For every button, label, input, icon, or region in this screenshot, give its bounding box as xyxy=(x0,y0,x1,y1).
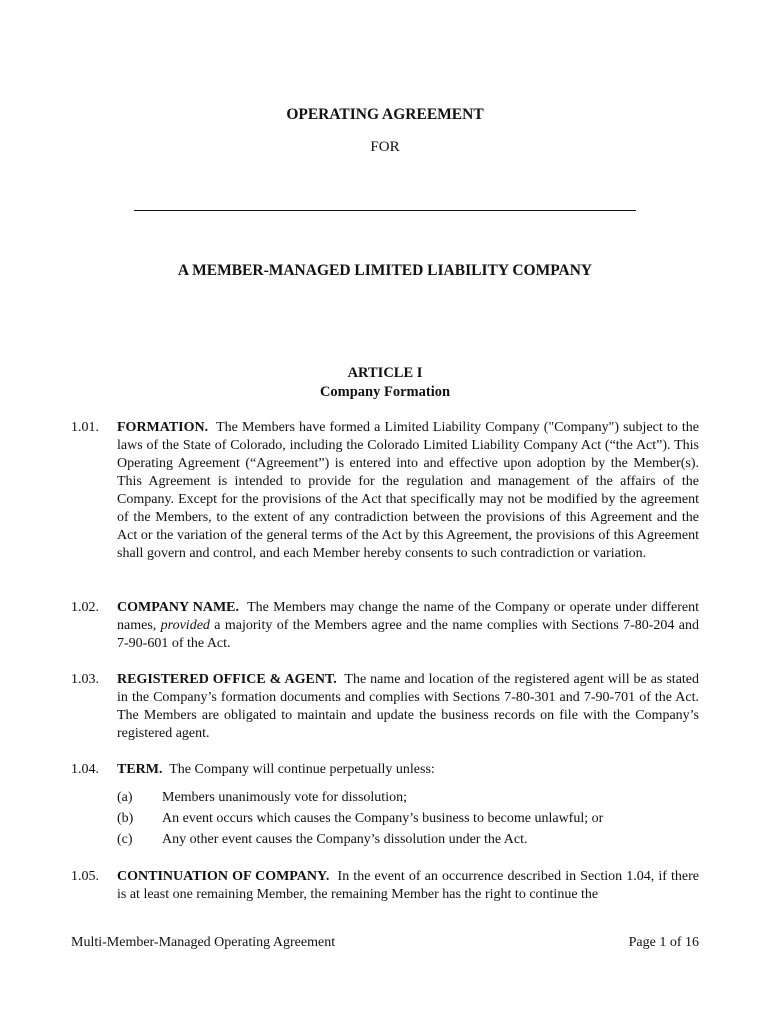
section-emphasis: provided xyxy=(160,618,210,633)
section-body xyxy=(117,599,699,653)
section-heading: CONTINUATION OF COMPANY. xyxy=(117,869,330,884)
list-item-label: (b) xyxy=(117,811,134,826)
list-item xyxy=(117,789,677,810)
section-body xyxy=(117,761,699,779)
section-heading: TERM. xyxy=(117,762,163,777)
section-body xyxy=(117,419,699,563)
section-number: 1.05. xyxy=(71,869,99,884)
article-number: ARTICLE I xyxy=(347,365,423,381)
section-text: The Members have formed a Limited Liability Company ("Company") subject to the laws of the State of Colorado, including the Colorado Limited Liability Company Act (“the Act”). This Operating Agreement (“Agreement”) is entered into and effective upon adoption by the Member(s). This Agreement is intended to provide for the regulation and management of the affairs of the Company. Except for the provisions of the Act that specifically may not be modified by the agreement of the Members, to the extent of any contradiction between the provisions of this Agreement and the Act or the variation of the general terms of the Act by this Agreement, the provisions of this Agreement shall govern and control, and each Member hereby consents to such contradiction or variation. xyxy=(117,420,699,561)
section-1-04 xyxy=(71,761,699,779)
term-conditions-list xyxy=(117,789,677,852)
section-body xyxy=(117,868,699,904)
section-text: The Company will continue perpetually unless: xyxy=(169,762,435,777)
list-item-text: An event occurs which causes the Company’s business to become unlawful; or xyxy=(162,811,604,826)
section-heading: FORMATION. xyxy=(117,420,209,435)
footer-page-number: Page 1 of 16 xyxy=(628,935,699,950)
document-for-label: FOR xyxy=(370,139,400,155)
section-heading: REGISTERED OFFICE & AGENT. xyxy=(117,672,337,687)
list-item-text: Members unanimously vote for dissolution; xyxy=(162,790,407,805)
section-number: 1.02. xyxy=(71,600,99,615)
list-item-label: (a) xyxy=(117,790,133,805)
article-title: Company Formation xyxy=(319,384,451,400)
section-1-03 xyxy=(71,671,699,743)
section-number: 1.04. xyxy=(71,762,99,777)
section-heading: COMPANY NAME. xyxy=(117,600,239,615)
section-text: The Members may change the name of the Company or operate under different names, xyxy=(117,600,700,633)
section-number: 1.03. xyxy=(71,672,99,687)
section-1-05 xyxy=(71,868,699,904)
list-item-text: Any other event causes the Company’s dissolution under the Act. xyxy=(162,832,528,847)
section-number: 1.01. xyxy=(71,420,99,435)
section-text: In the event of an occurrence described in Section 1.04, if there is at least one remaining Member, the remaining Member has the right to continue the xyxy=(117,869,699,902)
list-item-label: (c) xyxy=(117,832,133,847)
document-title: OPERATING AGREEMENT xyxy=(286,106,484,123)
section-1-02 xyxy=(71,599,699,653)
section-body xyxy=(117,671,699,743)
section-1-01 xyxy=(71,419,699,563)
list-item xyxy=(117,831,677,852)
section-text: The name and location of the registered agent will be as stated in the Company’s formation documents and complies with Sections 7-80-301 and 7-90-701 of the Act. The Members are obligated to maintain and update the business records on file with the Company’s registered agent. xyxy=(117,672,700,741)
footer-document-name: Multi-Member-Managed Operating Agreement xyxy=(71,935,336,950)
document-subtitle: A MEMBER-MANAGED LIMITED LIABILITY COMPANY xyxy=(177,262,593,279)
company-name-blank-line xyxy=(134,210,636,211)
section-text-continued: a majority of the Members agree and the name complies with Sections 7-80-204 and 7-90-601 of the Act. xyxy=(117,618,699,651)
list-item xyxy=(117,810,677,831)
